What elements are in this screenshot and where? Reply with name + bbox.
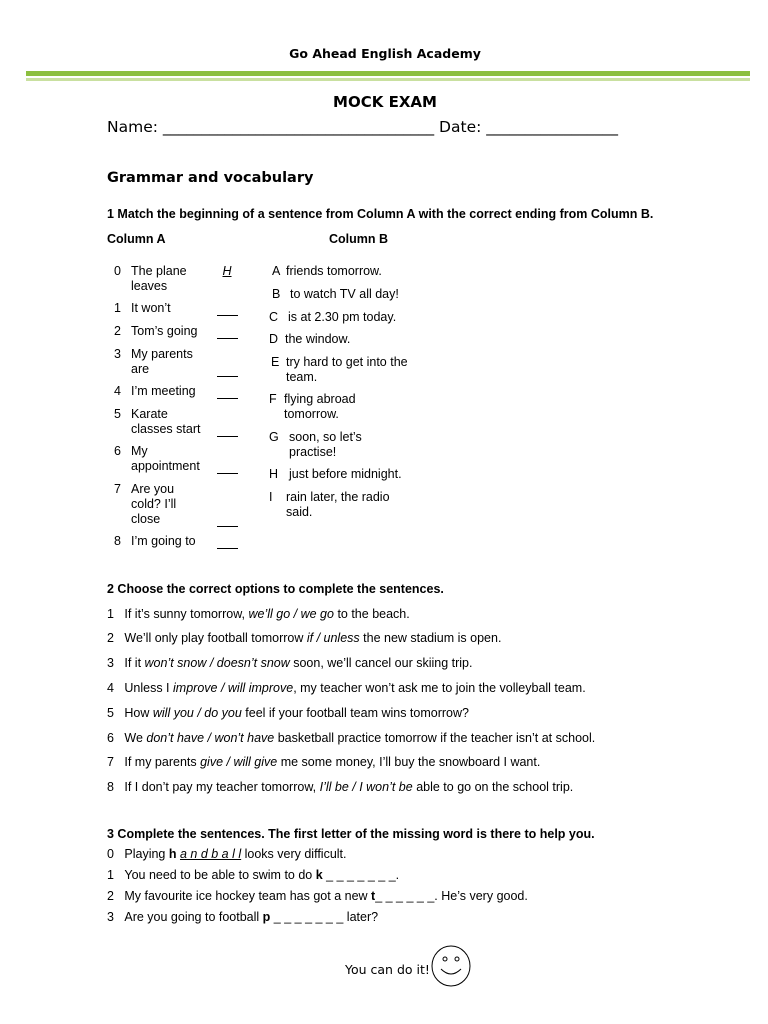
q2-option[interactable]: give / will give bbox=[200, 755, 278, 769]
col-a-answer-blank[interactable] bbox=[217, 548, 238, 549]
col-a-answer[interactable]: H bbox=[222, 264, 232, 278]
q2-option[interactable]: improve / will improve bbox=[173, 681, 294, 695]
q2-option[interactable]: if / unless bbox=[306, 631, 360, 645]
col-a-text: Karate classes start bbox=[131, 407, 201, 436]
q2-item bbox=[107, 755, 540, 769]
q3-item bbox=[107, 889, 528, 903]
q3-pre: You need to be able to swim to do bbox=[124, 868, 316, 882]
col-b-letter: F bbox=[269, 392, 277, 406]
q2-pre: How bbox=[124, 706, 153, 720]
q3-item bbox=[107, 868, 399, 882]
col-a-num: 1 bbox=[114, 301, 121, 315]
col-b-letter: C bbox=[269, 310, 279, 324]
q3-blank[interactable]: _ _ _ _ _ _ _ bbox=[273, 910, 344, 924]
col-b-letter: I bbox=[269, 490, 273, 504]
col-b-text: try hard to get into the team. bbox=[286, 355, 408, 384]
column-a-heading: Column A bbox=[107, 232, 166, 246]
col-b-letter: G bbox=[269, 430, 279, 444]
q2-item bbox=[107, 607, 410, 621]
q2-pre: If my parents bbox=[124, 755, 201, 769]
col-a-answer-blank[interactable] bbox=[217, 338, 238, 339]
col-a-num: 5 bbox=[114, 407, 121, 421]
q2-num: 1 bbox=[107, 607, 114, 621]
q2-post: the new stadium is open. bbox=[359, 631, 502, 645]
col-a-text: I’m meeting bbox=[131, 384, 196, 398]
col-a-num: 7 bbox=[114, 482, 121, 496]
col-a-answer-blank[interactable] bbox=[217, 315, 238, 316]
q2-option[interactable]: don’t have / won’t have bbox=[146, 731, 275, 745]
q2-post: to the beach. bbox=[333, 607, 410, 621]
q3-post: later? bbox=[343, 910, 379, 924]
col-b-text: friends tomorrow. bbox=[286, 264, 382, 278]
q2-item bbox=[107, 631, 501, 645]
header-rule bbox=[26, 71, 750, 76]
q2-item bbox=[107, 731, 595, 745]
q2-pre: Unless I bbox=[124, 681, 174, 695]
q2-item bbox=[107, 706, 469, 720]
col-b-text: rain later, the radio said. bbox=[286, 490, 390, 519]
q3-pre: My favourite ice hockey team has got a new bbox=[124, 889, 372, 903]
q2-option[interactable]: will you / do you bbox=[152, 706, 242, 720]
q3-post: looks very difficult. bbox=[241, 847, 347, 861]
col-a-text: My appointment bbox=[131, 444, 200, 473]
q2-num: 7 bbox=[107, 755, 114, 769]
q2-num: 2 bbox=[107, 631, 114, 645]
q3-pre: Are you going to football bbox=[124, 910, 263, 924]
col-b-letter: D bbox=[269, 332, 279, 346]
q2-pre: We bbox=[124, 731, 147, 745]
q3-instruction: 3 Complete the sentences. The first letter of the missing word is there to help you. bbox=[107, 827, 595, 841]
q3-hint-letter: t bbox=[371, 889, 376, 903]
col-a-num: 2 bbox=[114, 324, 121, 338]
q2-item bbox=[107, 780, 573, 794]
col-b-text: soon, so let’s practise! bbox=[289, 430, 362, 459]
q2-item bbox=[107, 681, 586, 695]
q3-hint-letter: k bbox=[315, 868, 323, 882]
col-b-letter: E bbox=[271, 355, 280, 369]
q2-instruction: 2 Choose the correct options to complete the sentences. bbox=[107, 582, 444, 596]
section-title: Grammar and vocabulary bbox=[107, 170, 314, 186]
exam-title: MOCK EXAM bbox=[333, 93, 437, 111]
q3-num: 1 bbox=[107, 868, 114, 882]
smiley-face-icon bbox=[431, 945, 471, 987]
closing-message: You can do it! bbox=[345, 962, 430, 977]
q3-num: 0 bbox=[107, 847, 114, 861]
col-b-text: flying abroad tomorrow. bbox=[284, 392, 356, 421]
col-a-answer-blank[interactable] bbox=[217, 526, 238, 527]
academy-name: Go Ahead English Academy bbox=[289, 46, 481, 61]
col-b-letter: B bbox=[272, 287, 281, 301]
q2-option[interactable]: we’ll go / we go bbox=[248, 607, 334, 621]
q3-num: 2 bbox=[107, 889, 114, 903]
q2-num: 5 bbox=[107, 706, 114, 720]
col-b-letter: H bbox=[269, 467, 279, 481]
col-b-text: is at 2.30 pm today. bbox=[288, 310, 397, 324]
column-b-heading: Column B bbox=[329, 232, 389, 246]
q2-post: basketball practice tomorrow if the teacher isn’t at school. bbox=[274, 731, 596, 745]
q2-pre: If it’s sunny tomorrow, bbox=[124, 607, 249, 621]
q2-pre: We’ll only play football tomorrow bbox=[124, 631, 307, 645]
q1-instruction: 1 Match the beginning of a sentence from Column A with the correct ending from Column B. bbox=[107, 207, 654, 221]
col-b-text: just before midnight. bbox=[289, 467, 402, 481]
col-a-num: 8 bbox=[114, 534, 121, 548]
col-a-num: 4 bbox=[114, 384, 121, 398]
q3-item bbox=[107, 847, 347, 861]
q3-hint-letter: h bbox=[168, 847, 177, 861]
col-a-answer-blank[interactable] bbox=[217, 398, 238, 399]
q3-post: . He’s very good. bbox=[434, 889, 528, 903]
q2-pre: If I don’t pay my teacher tomorrow, bbox=[124, 780, 320, 794]
q2-post: able to go on the school trip. bbox=[412, 780, 574, 794]
header-rule-light bbox=[26, 78, 750, 81]
col-a-text: Tom’s going bbox=[131, 324, 198, 338]
q2-item bbox=[107, 656, 472, 670]
q2-option[interactable]: I’ll be / I won’t be bbox=[319, 780, 413, 794]
q2-post: , my teacher won’t ask me to join the volleyball team. bbox=[293, 681, 586, 695]
q2-post: soon, we’ll cancel our skiing trip. bbox=[289, 656, 473, 670]
col-b-text: to watch TV all day! bbox=[290, 287, 399, 301]
q2-option[interactable]: won’t snow / doesn’t snow bbox=[144, 656, 290, 670]
q2-pre: If it bbox=[124, 656, 145, 670]
q2-num: 4 bbox=[107, 681, 114, 695]
col-b-text: the window. bbox=[285, 332, 351, 346]
col-a-num: 0 bbox=[114, 264, 121, 278]
col-a-text: It won’t bbox=[131, 301, 171, 315]
q2-num: 6 bbox=[107, 731, 114, 745]
q3-answer[interactable]: a n d b a l l bbox=[179, 847, 242, 861]
q2-num: 8 bbox=[107, 780, 114, 794]
q2-post: feel if your football team wins tomorrow? bbox=[241, 706, 469, 720]
q3-pre: Playing bbox=[124, 847, 169, 861]
q2-post: me some money, I’ll buy the snowboard I want. bbox=[277, 755, 541, 769]
q3-hint-letter: p bbox=[262, 910, 271, 924]
q3-blank[interactable]: _ _ _ _ _ _ _ bbox=[326, 868, 396, 882]
col-a-text: I’m going to bbox=[131, 534, 196, 548]
col-a-num: 6 bbox=[114, 444, 121, 458]
col-a-text: Are you cold? I’ll close bbox=[131, 482, 177, 526]
col-a-answer-blank[interactable] bbox=[217, 376, 238, 377]
q3-num: 3 bbox=[107, 910, 114, 924]
col-a-text: My parents are bbox=[131, 347, 193, 376]
name-date-line: Name: ___________________________________ Date: _________________ bbox=[107, 118, 619, 136]
q2-num: 3 bbox=[107, 656, 114, 670]
col-a-text: The plane leaves bbox=[131, 264, 187, 293]
q3-item bbox=[107, 910, 378, 924]
col-a-num: 3 bbox=[114, 347, 121, 361]
col-b-letter: A bbox=[272, 264, 281, 278]
col-a-answer-blank[interactable] bbox=[217, 436, 238, 437]
col-a-answer-blank[interactable] bbox=[217, 473, 238, 474]
q3-blank[interactable]: _ _ _ _ _ _ bbox=[375, 889, 435, 903]
q3-post: . bbox=[395, 868, 400, 882]
